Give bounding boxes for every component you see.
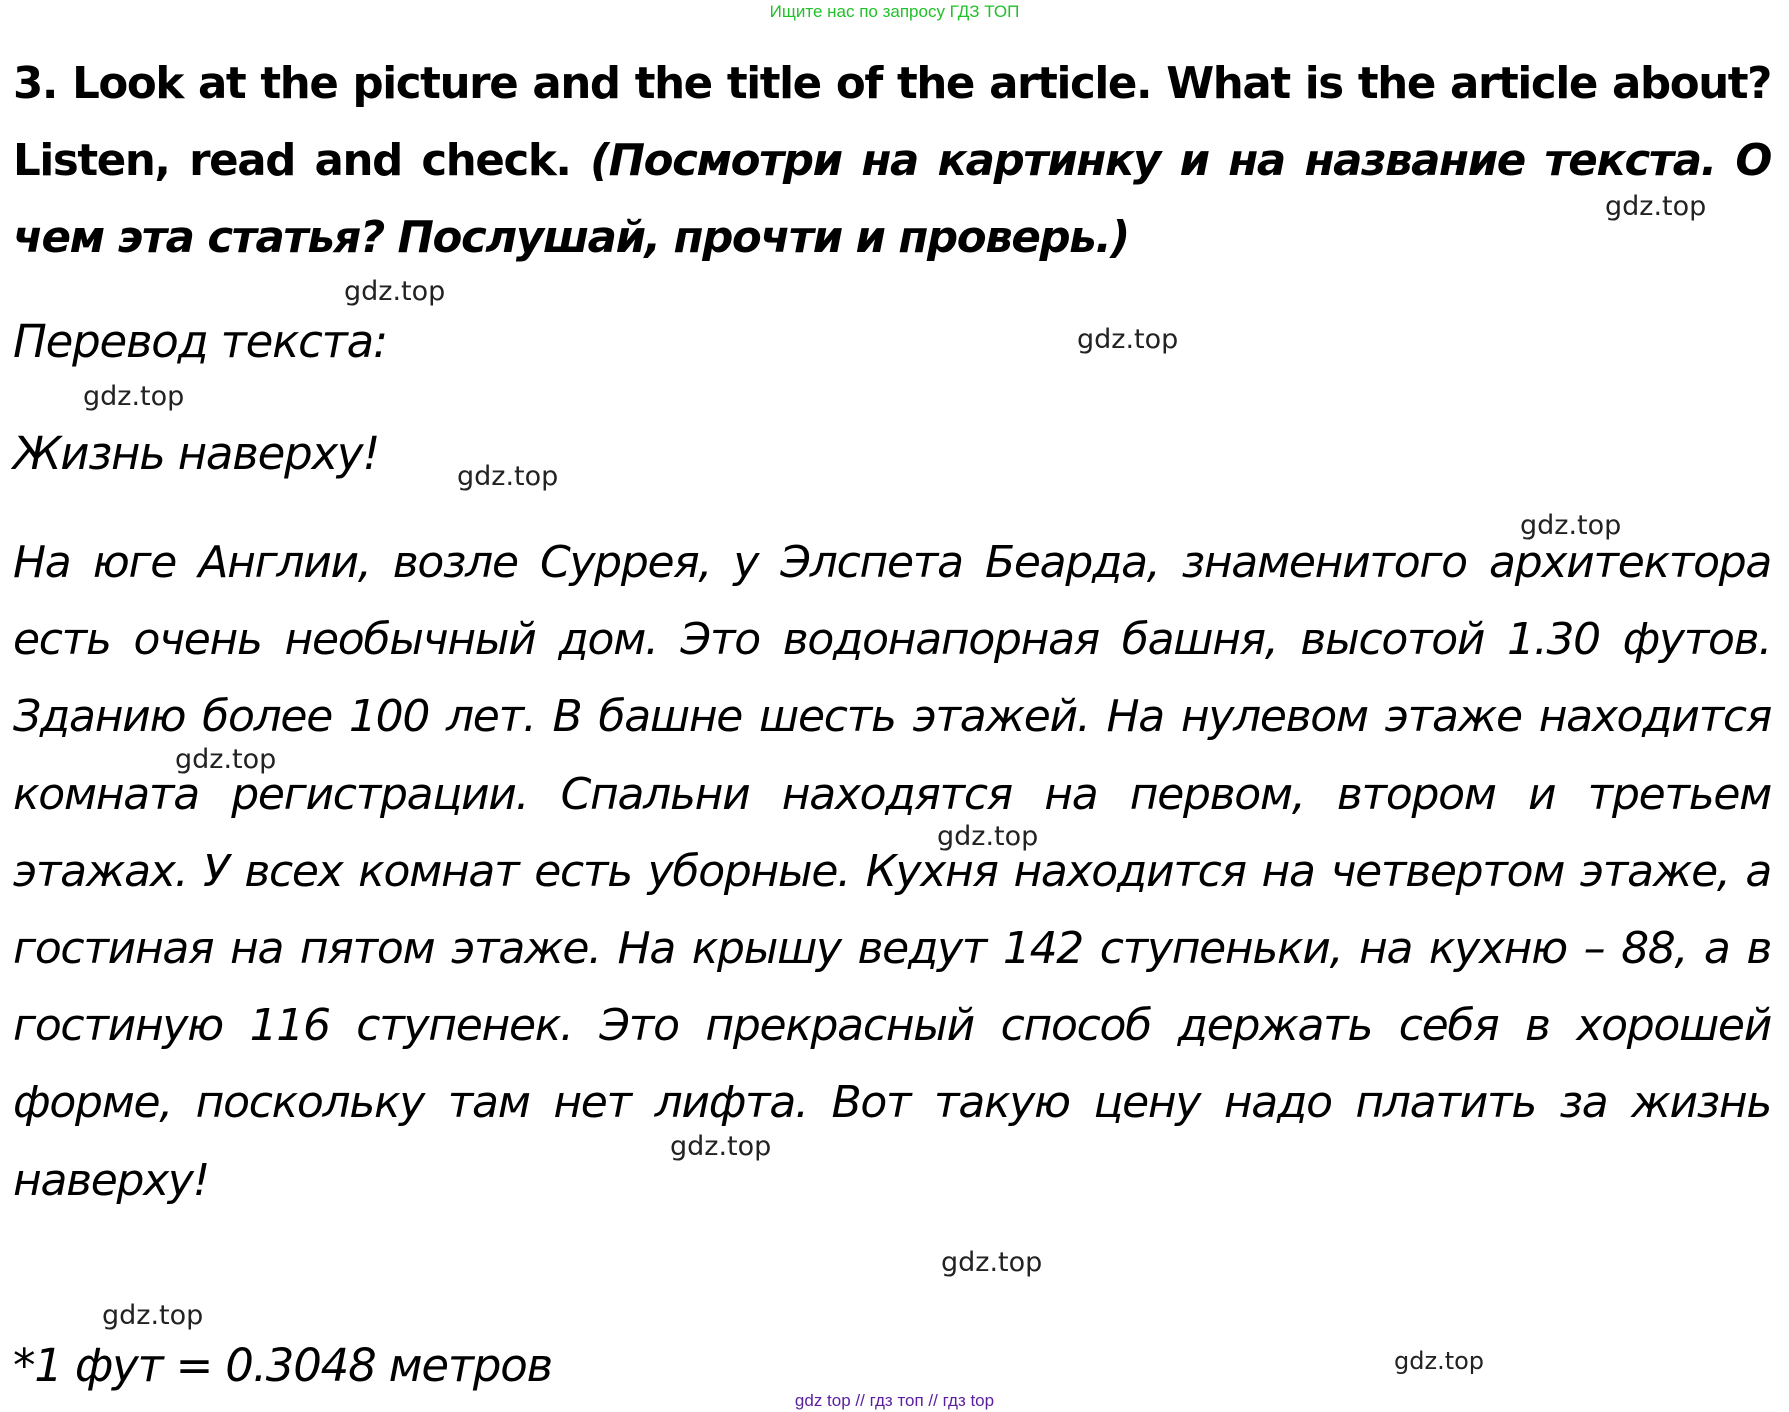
watermark: gdz.top (175, 744, 277, 775)
watermark: gdz.top (1520, 510, 1622, 541)
article-title: Жизнь наверху! (13, 427, 380, 480)
bottom-banner: gdz top // гдз топ // гдз top (794, 1391, 995, 1410)
heading-english: 3. Look at the picture and the title of the article. What is the article about? Listen, read and check. (13, 59, 1771, 186)
watermark: gdz.top (670, 1131, 772, 1162)
heading-russian: (Посмотри на картинку и на название текста. О чем эта статья? Послушай, прочти и проверь.) (13, 136, 1771, 263)
top-banner: Ищите нас по запросу ГДЗ ТОП (769, 2, 1020, 21)
article-body: На юге Англии, возле Суррея, у Элспета Беарда, знаменитого архитектора есть очень необычный дом. Это водонапорная башня, высотой 1.30 футов. Зданию более 100 лет. В башне шесть этажей. На нулевом этаже находится комната регистрации. Спальни находятся на первом, втором и третьем этажах. У всех комнат есть уборные. Кухня находится на четвертом этаже, а гостиная на пятом этаже. На крышу ведут 142 ступеньки, на кухню – 88, а в гостиную 116 ступенек. Это прекрасный способ держать себя в хорошей форме, поскольку там нет лифта. Вот такую цену надо платить за жизнь наверху! (13, 537, 1771, 1206)
watermark: gdz.top (941, 1247, 1043, 1278)
watermark: gdz.top (1394, 1347, 1485, 1375)
watermark: gdz.top (457, 461, 559, 492)
exercise-heading (13, 46, 1771, 277)
watermark: gdz.top (1605, 191, 1707, 222)
footnote: *1 фут = 0.3048 метров (13, 1339, 552, 1392)
watermark: gdz.top (344, 276, 446, 307)
watermark: gdz.top (1077, 324, 1179, 355)
watermark: gdz.top (102, 1300, 204, 1331)
watermark: gdz.top (83, 381, 185, 412)
watermark: gdz.top (937, 821, 1039, 852)
translation-label: Перевод текста: (13, 315, 388, 368)
